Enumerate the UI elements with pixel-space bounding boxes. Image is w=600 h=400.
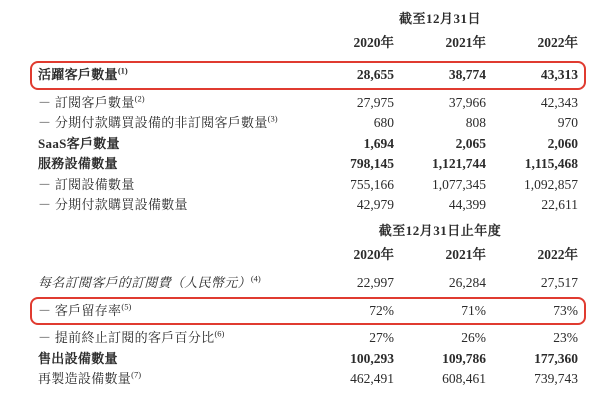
year-header-row xyxy=(38,33,578,53)
value-2021: 44,399 xyxy=(448,197,486,212)
table-yearly-metrics xyxy=(38,222,578,390)
table-row-subscription-fee-per-customer xyxy=(38,273,578,294)
value-2020: 72% xyxy=(369,302,394,318)
table-row-customer-retention-rate-highlighted xyxy=(30,297,586,326)
row-label: － 訂閱客戶數量$^{(2)}$ xyxy=(38,93,145,110)
value-2021: 109,786 xyxy=(442,350,486,366)
value-2020: 680 xyxy=(373,115,394,130)
period-header-row xyxy=(38,222,578,240)
value-2020: 22,997 xyxy=(356,275,394,290)
value-2022: 739,743 xyxy=(534,371,578,386)
row-label: － 分期付款購買設備數量 xyxy=(38,197,188,212)
row-label: － 訂閱設備數量 xyxy=(38,176,135,192)
value-2020: 28,655 xyxy=(356,67,394,82)
row-label: 服務設備數量 xyxy=(38,156,118,171)
value-2020: 798,145 xyxy=(350,156,394,171)
value-2020: 27% xyxy=(369,330,394,345)
value-2021: 38,774 xyxy=(448,67,486,82)
table-row-early-termination-percentage xyxy=(38,328,578,349)
row-label: － 分期付款購買設備的非訂閱客戶數量$^{(3)}$ xyxy=(38,113,278,130)
footnote-marker: (6) xyxy=(214,328,225,339)
period-header: 截至12月31日 xyxy=(398,11,481,26)
value-2022: 43,313 xyxy=(540,67,578,82)
value-2022: 1,092,857 xyxy=(524,176,578,192)
value-2020: 27,975 xyxy=(356,94,394,110)
footnote-marker: (2) xyxy=(134,93,145,104)
year-column-header: 2021年 xyxy=(445,35,486,50)
value-2022: 177,360 xyxy=(534,350,578,366)
footnote-marker: (7) xyxy=(131,369,142,380)
value-2021: 37,966 xyxy=(448,94,486,110)
value-2022: 73% xyxy=(553,302,578,318)
period-header-row xyxy=(38,10,578,28)
value-2022: 1,115,468 xyxy=(524,156,578,171)
value-2020: 462,491 xyxy=(350,371,394,386)
value-2021: 808 xyxy=(465,115,486,130)
table-row-remanufactured-devices xyxy=(38,369,578,390)
value-2020: 1,694 xyxy=(363,135,394,151)
value-2022: 23% xyxy=(553,330,578,345)
table-row-subscription-devices xyxy=(38,175,578,196)
value-2022: 42,343 xyxy=(540,94,578,110)
value-2020: 100,293 xyxy=(350,350,394,366)
year-column-header: 2022年 xyxy=(537,35,578,50)
footnote-marker: (4) xyxy=(250,273,261,284)
value-2021: 1,077,345 xyxy=(432,176,486,192)
row-label: SaaS客戶數量 xyxy=(38,135,120,151)
row-label: 售出設備數量 xyxy=(38,350,118,366)
row-label: 每名訂閱客戶的訂閱費（人民幣元）$^{(4)}$ xyxy=(38,273,261,290)
table-row-subscription-customers xyxy=(38,93,578,114)
footnote-marker: (1) xyxy=(117,65,128,76)
value-2021: 608,461 xyxy=(442,371,486,386)
footnote-marker: (3) xyxy=(267,113,278,124)
table-row-installment-non-subscription-customers xyxy=(38,113,578,134)
row-label: － 客戶留存率$^{(5)}$ xyxy=(38,301,132,318)
value-2021: 26,284 xyxy=(448,275,486,290)
year-column-header: 2022年 xyxy=(537,247,578,262)
value-2022: 970 xyxy=(557,115,578,130)
table-row-devices-sold xyxy=(38,349,578,370)
table-row-saas-customers xyxy=(38,134,578,155)
value-2020: 755,166 xyxy=(350,176,394,192)
value-2022: 22,611 xyxy=(541,197,578,212)
value-2021: 2,065 xyxy=(455,135,486,151)
footnote-marker: (5) xyxy=(121,301,132,312)
value-2022: 27,517 xyxy=(540,275,578,290)
year-column-header: 2020年 xyxy=(353,35,394,50)
table-row-installment-purchased-devices xyxy=(38,195,578,216)
year-column-header: 2021年 xyxy=(445,247,486,262)
table-row-serviced-devices xyxy=(38,154,578,175)
value-2020: 42,979 xyxy=(356,197,394,212)
value-2021: 71% xyxy=(461,302,486,318)
period-header: 截至12月31日止年度 xyxy=(378,223,502,238)
table-row-active-customers-highlighted xyxy=(30,61,586,90)
year-column-header: 2020年 xyxy=(353,247,394,262)
row-label: － 提前終止訂閱的客戶百分比$^{(6)}$ xyxy=(38,328,225,345)
row-label: 再製造設備數量$^{(7)}$ xyxy=(38,369,142,386)
year-header-row xyxy=(38,245,578,265)
value-2021: 1,121,744 xyxy=(432,156,486,171)
row-label: 活躍客戶數量$^{(1)}$ xyxy=(38,65,128,82)
table-customer-metrics xyxy=(38,10,578,216)
value-2022: 2,060 xyxy=(547,135,578,151)
value-2021: 26% xyxy=(461,330,486,345)
